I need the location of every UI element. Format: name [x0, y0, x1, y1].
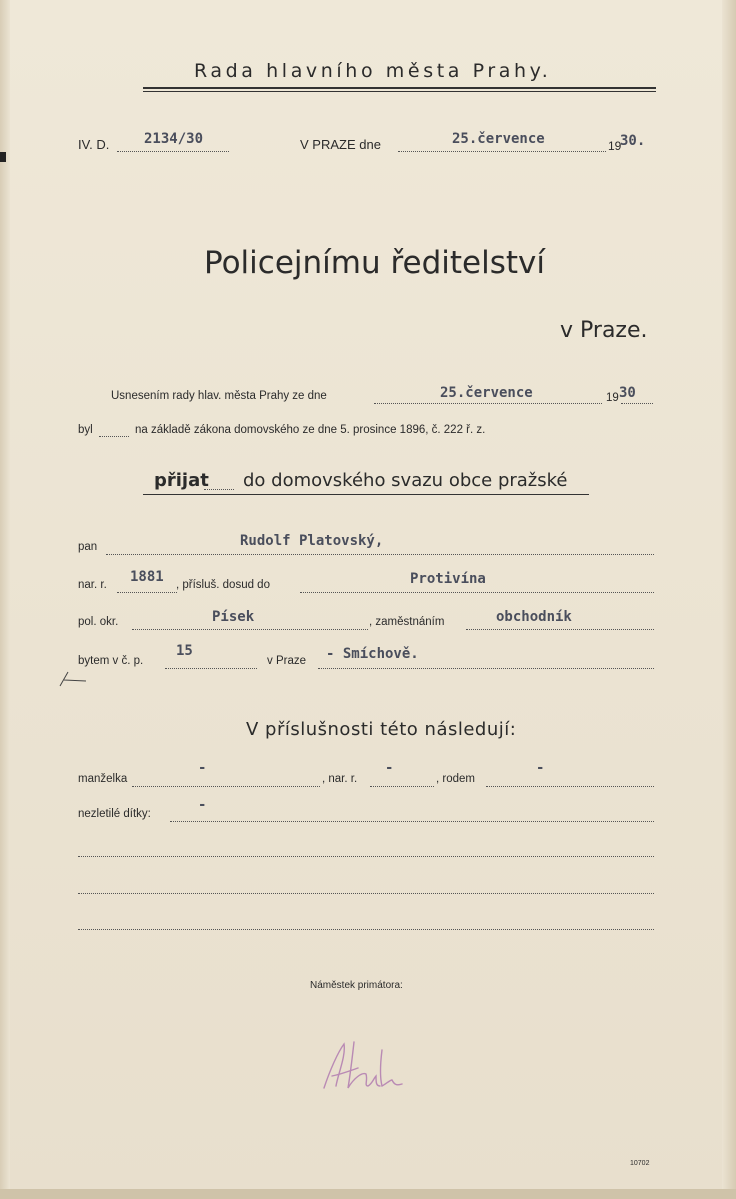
resolution-line2-dotted-line	[99, 436, 129, 437]
header-rule-top	[143, 87, 656, 89]
born-year: 1881	[130, 569, 164, 585]
resolution-year-prefix: 19	[606, 392, 619, 404]
resolution-year-suffix: 30	[619, 385, 636, 401]
children-value: -	[198, 797, 207, 813]
resolution-line2-prefix: byl	[78, 424, 93, 436]
resolution-line2-text: na základě zákona domovského ze dne 5. prosince 1896, č. 222 ř. z.	[135, 424, 486, 436]
wife-value: -	[198, 760, 207, 776]
place-date-label: V PRAZE dne	[300, 137, 381, 152]
dependents-heading: V příslušnosti této následují:	[246, 719, 517, 740]
residence-number: 15	[176, 643, 193, 659]
date-value: 25.července	[452, 131, 545, 147]
origin-value: -	[536, 760, 545, 776]
association-underline	[143, 494, 589, 495]
origin-dotted-line	[486, 786, 654, 787]
occupation-value: obchodník	[496, 609, 572, 625]
paper-edge-right	[722, 0, 736, 1199]
resolution-date-dotted-line	[374, 403, 602, 404]
association-text: do domovského svazu obce pražské	[243, 470, 568, 491]
born-dotted-line	[117, 592, 177, 593]
origin-label: , rodem	[436, 773, 475, 785]
wife-born-label: , nar. r.	[322, 773, 358, 785]
wife-born-value: -	[385, 760, 394, 776]
year-suffix: 30.	[620, 133, 646, 149]
form-number: 10702	[630, 1160, 650, 1167]
district-label: pol. okr.	[78, 616, 119, 628]
district-dotted-line	[132, 629, 368, 630]
city-dotted-line	[318, 668, 654, 669]
paper-edge-bottom	[0, 1189, 736, 1199]
binding-mark	[0, 152, 6, 162]
wife-dotted-line	[132, 786, 320, 787]
year-prefix: 19	[608, 139, 622, 153]
city-label: v Praze	[267, 655, 306, 667]
deputy-label: Náměstek primátora:	[310, 980, 403, 991]
city-value: - Smíchově.	[326, 646, 419, 662]
children-label: nezletilé dítky:	[78, 808, 151, 820]
ref-number: 2134/30	[144, 131, 204, 147]
residence-label: bytem v č. p.	[78, 655, 144, 667]
occupation-label: , zaměstnáním	[369, 616, 445, 628]
person-name: Rudolf Platovský,	[240, 533, 384, 549]
handwritten-signature	[318, 1030, 408, 1094]
blank-line-1	[78, 856, 654, 857]
district-value: Písek	[212, 609, 255, 625]
blank-line-3	[78, 929, 654, 930]
blank-line-2	[78, 893, 654, 894]
resolution-year-dotted-line	[621, 403, 653, 404]
header-rule-bottom	[143, 91, 656, 92]
children-dotted-line	[170, 821, 654, 822]
wife-born-dotted-line	[370, 786, 434, 787]
addressee-title: Policejnímu ředitelství	[204, 245, 545, 281]
born-label: nar. r.	[78, 579, 107, 591]
belonging-label: , přísluš. dosud do	[176, 579, 270, 591]
name-dotted-line	[106, 554, 654, 555]
accepted-word: přijat	[154, 470, 209, 491]
resolution-line1-text: Usnesením rady hlav. města Prahy ze dne	[111, 390, 327, 402]
belonging-value: Protivína	[410, 571, 486, 587]
paper-edge-left	[0, 0, 10, 1199]
date-dotted-line	[398, 151, 606, 152]
occupation-dotted-line	[466, 629, 654, 630]
residence-dotted-line	[165, 668, 257, 669]
belonging-dotted-line	[300, 592, 654, 593]
pan-label: pan	[78, 541, 98, 553]
council-title: Rada hlavního města Prahy.	[194, 60, 552, 82]
ref-label: IV. D.	[78, 137, 110, 152]
accepted-dotted-line	[204, 489, 234, 490]
ref-dotted-line	[117, 151, 229, 152]
pencil-tick-mark	[56, 668, 90, 690]
resolution-date: 25.července	[440, 385, 533, 401]
addressee-city: v Praze.	[560, 318, 648, 343]
wife-label: manželka	[78, 773, 128, 785]
